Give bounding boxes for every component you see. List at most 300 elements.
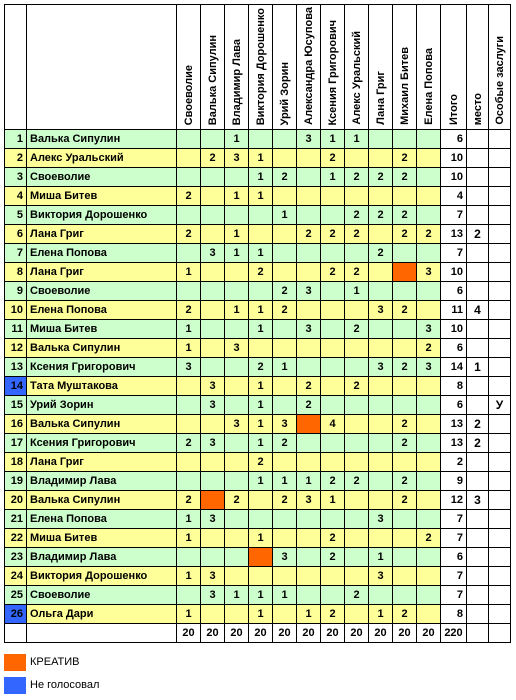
vote-cell — [177, 586, 201, 605]
vote-cell — [273, 529, 297, 548]
vote-cell — [321, 586, 345, 605]
vote-cell — [321, 396, 345, 415]
vote-cell: 2 — [369, 168, 393, 187]
column-header-label: Михаил Битев — [398, 47, 411, 125]
special-merit-cell — [489, 434, 511, 453]
table-row — [5, 225, 511, 244]
vote-cell — [393, 453, 417, 472]
vote-cell: 1 — [273, 472, 297, 491]
vote-cell — [321, 244, 345, 263]
participant-name: Владимир Лава — [27, 472, 177, 491]
column-header-label: Владимир Лава — [230, 38, 243, 125]
vote-cell — [201, 358, 225, 377]
footer-number — [5, 624, 27, 643]
footer-total: 20 — [369, 624, 393, 643]
special-merit-cell — [489, 377, 511, 396]
vote-cell — [393, 377, 417, 396]
vote-cell: 2 — [297, 377, 321, 396]
vote-cell — [249, 491, 273, 510]
special-merit-cell — [489, 225, 511, 244]
participant-name: Валька Сипулин — [27, 491, 177, 510]
participant-name: Елена Попова — [27, 510, 177, 529]
vote-cell — [369, 339, 393, 358]
vote-cell — [417, 206, 441, 225]
vote-cell — [201, 491, 225, 510]
total-cell: 6 — [441, 339, 467, 358]
vote-cell: 2 — [393, 491, 417, 510]
vote-cell: 3 — [201, 396, 225, 415]
vote-cell: 2 — [273, 301, 297, 320]
vote-cell: 1 — [369, 605, 393, 624]
vote-cell: 1 — [177, 339, 201, 358]
row-number: 23 — [5, 548, 27, 567]
vote-cell — [225, 453, 249, 472]
special-merit-cell — [489, 187, 511, 206]
row-number: 4 — [5, 187, 27, 206]
vote-cell — [321, 567, 345, 586]
column-header — [489, 5, 511, 130]
vote-cell — [321, 434, 345, 453]
vote-cell — [225, 282, 249, 301]
participant-name: Валька Сипулин — [27, 415, 177, 434]
special-merit-cell — [489, 491, 511, 510]
vote-cell: 1 — [249, 187, 273, 206]
participant-name: Своеволие — [27, 282, 177, 301]
table-row — [5, 358, 511, 377]
vote-cell: 2 — [345, 586, 369, 605]
vote-cell: 1 — [249, 320, 273, 339]
total-cell: 10 — [441, 149, 467, 168]
vote-cell — [369, 320, 393, 339]
not-voted-swatch — [4, 677, 26, 694]
vote-cell: 1 — [177, 605, 201, 624]
column-header — [441, 5, 467, 130]
vote-cell — [297, 168, 321, 187]
special-merit-cell — [489, 567, 511, 586]
vote-cell: 3 — [201, 586, 225, 605]
vote-cell — [345, 434, 369, 453]
vote-cell — [393, 510, 417, 529]
footer-total: 20 — [177, 624, 201, 643]
vote-cell — [369, 529, 393, 548]
vote-cell: 3 — [225, 415, 249, 434]
vote-cell — [417, 586, 441, 605]
vote-cell — [393, 282, 417, 301]
vote-cell: 2 — [273, 168, 297, 187]
vote-cell — [369, 396, 393, 415]
table-row — [5, 472, 511, 491]
vote-cell — [249, 225, 273, 244]
vote-cell — [417, 168, 441, 187]
vote-cell — [273, 339, 297, 358]
vote-cell — [417, 434, 441, 453]
vote-cell: 3 — [273, 415, 297, 434]
vote-cell — [417, 472, 441, 491]
column-header — [297, 5, 321, 130]
participant-name: Елена Попова — [27, 244, 177, 263]
vote-cell: 1 — [177, 529, 201, 548]
vote-cell — [177, 130, 201, 149]
row-number: 24 — [5, 567, 27, 586]
vote-cell: 2 — [345, 168, 369, 187]
vote-cell: 1 — [249, 396, 273, 415]
vote-cell — [225, 168, 249, 187]
vote-cell: 2 — [321, 529, 345, 548]
vote-cell: 2 — [249, 453, 273, 472]
special-merit-cell — [489, 605, 511, 624]
table-row — [5, 453, 511, 472]
voting-table — [4, 4, 511, 643]
row-number: 8 — [5, 263, 27, 282]
vote-cell — [201, 548, 225, 567]
vote-cell — [249, 206, 273, 225]
vote-cell: 1 — [177, 510, 201, 529]
place-cell — [467, 567, 489, 586]
column-header-label: Александра Юсупова — [302, 7, 315, 125]
place-cell — [467, 377, 489, 396]
total-cell: 7 — [441, 529, 467, 548]
legend-item-creative — [4, 654, 204, 672]
total-cell: 10 — [441, 263, 467, 282]
vote-cell: 1 — [249, 472, 273, 491]
vote-cell — [345, 529, 369, 548]
place-cell: 2 — [467, 434, 489, 453]
special-merit-cell — [489, 415, 511, 434]
column-header — [393, 5, 417, 130]
footer-total: 20 — [417, 624, 441, 643]
column-header-label: Своеволие — [182, 64, 195, 125]
vote-cell — [249, 548, 273, 567]
vote-cell: 1 — [225, 130, 249, 149]
participant-name: Своеволие — [27, 586, 177, 605]
legend-label: Не голосовал — [30, 679, 100, 691]
vote-cell — [177, 168, 201, 187]
row-number: 3 — [5, 168, 27, 187]
column-header-label: Лана Григ — [374, 71, 387, 125]
vote-cell: 2 — [345, 472, 369, 491]
vote-cell: 2 — [393, 358, 417, 377]
vote-cell — [177, 548, 201, 567]
table-row — [5, 605, 511, 624]
table-row — [5, 377, 511, 396]
vote-cell: 3 — [177, 358, 201, 377]
vote-cell — [321, 453, 345, 472]
vote-cell — [249, 130, 273, 149]
vote-cell — [225, 377, 249, 396]
vote-cell — [417, 415, 441, 434]
vote-cell — [273, 396, 297, 415]
vote-cell: 1 — [225, 187, 249, 206]
vote-cell — [249, 339, 273, 358]
vote-cell — [321, 510, 345, 529]
vote-cell: 2 — [249, 263, 273, 282]
footer-total: 20 — [249, 624, 273, 643]
vote-cell — [417, 567, 441, 586]
vote-cell: 3 — [201, 567, 225, 586]
vote-cell — [393, 586, 417, 605]
vote-cell — [393, 396, 417, 415]
vote-cell: 1 — [225, 586, 249, 605]
vote-cell — [201, 339, 225, 358]
vote-cell: 1 — [249, 586, 273, 605]
vote-cell — [201, 225, 225, 244]
vote-cell: 1 — [249, 244, 273, 263]
vote-cell: 3 — [417, 358, 441, 377]
vote-cell: 3 — [297, 320, 321, 339]
table-row — [5, 130, 511, 149]
vote-cell — [201, 168, 225, 187]
special-merit-cell — [489, 472, 511, 491]
special-merit-cell — [489, 301, 511, 320]
table-row — [5, 548, 511, 567]
vote-cell: 2 — [297, 396, 321, 415]
place-cell — [467, 605, 489, 624]
footer-special — [489, 624, 511, 643]
row-number: 22 — [5, 529, 27, 548]
vote-cell: 1 — [369, 548, 393, 567]
place-cell — [467, 320, 489, 339]
special-merit-cell — [489, 510, 511, 529]
participant-name: Тата Муштакова — [27, 377, 177, 396]
row-number: 9 — [5, 282, 27, 301]
table-row — [5, 529, 511, 548]
footer-total: 20 — [273, 624, 297, 643]
total-cell: 8 — [441, 605, 467, 624]
vote-cell: 1 — [249, 415, 273, 434]
total-cell: 7 — [441, 206, 467, 225]
total-cell: 7 — [441, 586, 467, 605]
vote-cell — [321, 282, 345, 301]
creative-swatch — [4, 654, 26, 671]
vote-cell: 2 — [393, 301, 417, 320]
vote-cell — [225, 510, 249, 529]
place-cell — [467, 472, 489, 491]
legend-item-not-voted — [4, 677, 204, 695]
participant-name: Ксения Григорович — [27, 358, 177, 377]
place-cell — [467, 263, 489, 282]
total-cell: 6 — [441, 130, 467, 149]
vote-cell: 1 — [273, 358, 297, 377]
vote-cell: 2 — [393, 605, 417, 624]
column-header-label: Урий Зорин — [278, 61, 291, 125]
vote-cell — [393, 339, 417, 358]
vote-cell — [321, 206, 345, 225]
vote-cell — [225, 434, 249, 453]
vote-cell: 2 — [369, 244, 393, 263]
legend-label: КРЕАТИВ — [30, 656, 80, 668]
footer-total: 20 — [345, 624, 369, 643]
vote-cell — [369, 472, 393, 491]
vote-cell — [417, 130, 441, 149]
table-row — [5, 301, 511, 320]
vote-cell — [273, 149, 297, 168]
vote-cell: 2 — [393, 206, 417, 225]
vote-cell — [417, 510, 441, 529]
vote-cell — [273, 567, 297, 586]
table-row — [5, 244, 511, 263]
vote-cell — [225, 320, 249, 339]
place-cell — [467, 548, 489, 567]
column-header — [249, 5, 273, 130]
vote-cell — [273, 130, 297, 149]
vote-cell — [273, 453, 297, 472]
total-cell: 7 — [441, 567, 467, 586]
vote-cell — [417, 396, 441, 415]
vote-cell: 1 — [249, 529, 273, 548]
vote-cell: 3 — [417, 320, 441, 339]
row-number: 6 — [5, 225, 27, 244]
row-number: 1 — [5, 130, 27, 149]
vote-cell — [273, 320, 297, 339]
place-cell: 2 — [467, 225, 489, 244]
column-header — [225, 5, 249, 130]
vote-cell: 2 — [177, 434, 201, 453]
special-merit-cell — [489, 244, 511, 263]
column-header — [417, 5, 441, 130]
column-header — [201, 5, 225, 130]
row-number: 19 — [5, 472, 27, 491]
participant-name: Своеволие — [27, 168, 177, 187]
vote-cell — [393, 263, 417, 282]
participant-name: Урий Зорин — [27, 396, 177, 415]
vote-cell — [417, 187, 441, 206]
table-row — [5, 415, 511, 434]
vote-cell — [273, 510, 297, 529]
vote-cell: 2 — [417, 529, 441, 548]
vote-cell — [345, 339, 369, 358]
vote-cell — [297, 301, 321, 320]
participant-name: Виктория Дорошенко — [27, 206, 177, 225]
table-row — [5, 491, 511, 510]
vote-cell — [225, 358, 249, 377]
vote-cell — [369, 130, 393, 149]
vote-cell — [345, 244, 369, 263]
participant-name: Миша Битев — [27, 529, 177, 548]
vote-cell: 1 — [321, 491, 345, 510]
special-merit-cell — [489, 168, 511, 187]
vote-cell: 1 — [345, 130, 369, 149]
column-header — [345, 5, 369, 130]
total-cell: 13 — [441, 225, 467, 244]
vote-cell — [393, 130, 417, 149]
vote-cell: 3 — [201, 244, 225, 263]
special-merit-cell — [489, 320, 511, 339]
special-merit-cell — [489, 453, 511, 472]
place-cell: 2 — [467, 415, 489, 434]
place-cell — [467, 206, 489, 225]
participant-name: Валька Сипулин — [27, 130, 177, 149]
special-merit-cell — [489, 339, 511, 358]
vote-cell: 2 — [345, 225, 369, 244]
vote-cell: 3 — [225, 339, 249, 358]
column-header-label: Ксения Григорович — [326, 19, 339, 125]
vote-cell: 2 — [201, 149, 225, 168]
vote-cell: 2 — [249, 358, 273, 377]
table-row — [5, 168, 511, 187]
vote-cell — [297, 415, 321, 434]
vote-cell — [177, 396, 201, 415]
total-cell: 12 — [441, 491, 467, 510]
vote-cell — [345, 149, 369, 168]
vote-cell — [249, 510, 273, 529]
vote-cell — [369, 225, 393, 244]
column-header — [273, 5, 297, 130]
header-name — [27, 5, 177, 130]
vote-cell — [321, 339, 345, 358]
footer-total: 20 — [225, 624, 249, 643]
place-cell — [467, 529, 489, 548]
vote-cell — [177, 206, 201, 225]
vote-cell — [177, 149, 201, 168]
column-header-label: Елена Попова — [422, 48, 435, 125]
footer-total: 20 — [201, 624, 225, 643]
place-cell — [467, 510, 489, 529]
participant-name: Ксения Григорович — [27, 434, 177, 453]
vote-cell: 2 — [177, 301, 201, 320]
place-cell: 1 — [467, 358, 489, 377]
participant-name: Валька Сипулин — [27, 339, 177, 358]
vote-cell: 3 — [417, 263, 441, 282]
header-row — [5, 5, 511, 130]
vote-cell — [417, 244, 441, 263]
vote-cell: 1 — [345, 282, 369, 301]
footer-total: 20 — [393, 624, 417, 643]
table-row — [5, 434, 511, 453]
place-cell: 4 — [467, 301, 489, 320]
column-header-label: место — [471, 92, 484, 125]
vote-cell — [369, 586, 393, 605]
vote-cell: 2 — [345, 206, 369, 225]
vote-cell — [201, 301, 225, 320]
vote-cell — [369, 377, 393, 396]
vote-cell: 4 — [321, 415, 345, 434]
vote-cell — [273, 187, 297, 206]
participant-name: Лана Григ — [27, 453, 177, 472]
column-header — [467, 5, 489, 130]
vote-cell: 3 — [369, 567, 393, 586]
footer-total: 20 — [321, 624, 345, 643]
table-row — [5, 586, 511, 605]
vote-cell: 3 — [201, 510, 225, 529]
vote-cell: 1 — [249, 377, 273, 396]
total-cell: 9 — [441, 472, 467, 491]
vote-cell: 3 — [201, 434, 225, 453]
total-cell: 4 — [441, 187, 467, 206]
vote-cell — [249, 282, 273, 301]
vote-cell: 3 — [201, 377, 225, 396]
row-number: 14 — [5, 377, 27, 396]
vote-cell — [273, 377, 297, 396]
vote-cell — [297, 510, 321, 529]
vote-cell — [417, 149, 441, 168]
participant-name: Алекс Уральский — [27, 149, 177, 168]
vote-cell — [273, 263, 297, 282]
vote-cell: 1 — [249, 168, 273, 187]
vote-cell — [177, 377, 201, 396]
footer-name — [27, 624, 177, 643]
vote-cell: 2 — [393, 149, 417, 168]
vote-cell: 3 — [297, 130, 321, 149]
vote-cell — [201, 453, 225, 472]
vote-cell: 2 — [393, 415, 417, 434]
vote-cell: 3 — [297, 491, 321, 510]
vote-cell: 2 — [177, 225, 201, 244]
vote-cell — [369, 453, 393, 472]
vote-cell: 1 — [225, 244, 249, 263]
vote-cell: 2 — [393, 225, 417, 244]
vote-cell — [297, 206, 321, 225]
vote-cell: 3 — [369, 301, 393, 320]
